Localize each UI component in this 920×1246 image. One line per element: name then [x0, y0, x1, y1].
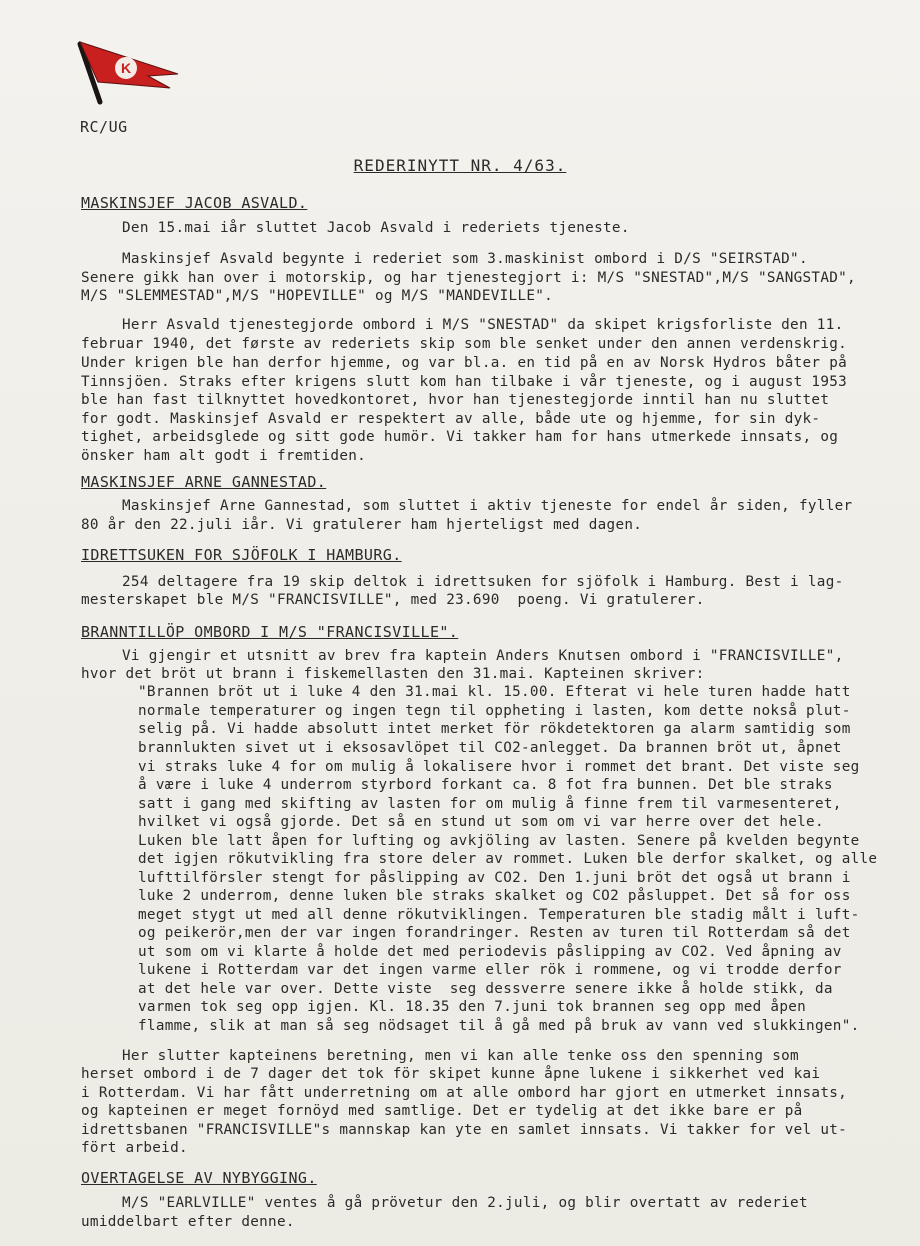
text-line: Vi gjengir et utsnitt av brev fra kaptein Anders Knutsen ombord i "FRANCISVILLE", — [122, 648, 844, 664]
text-line: Senere gikk han over i motorskip, og har tjenestegjort i: M/S "SNESTAD",M/S "SANGSTAD", — [81, 270, 856, 286]
text-line: Maskinsjef Asvald begynte i rederiet som 3.maskinist ombord i D/S "SEIRSTAD". — [122, 251, 808, 267]
quote-line: normale temperaturer og ingen tegn til oppheting i lasten, kom dette nokså plut- — [138, 703, 851, 719]
text-line: Tinnsjöen. Straks efter krigens slutt kom han tilbake i vår tjeneste, og i august 1953 — [81, 374, 848, 390]
text-line: i Rotterdam. Vi har fått underretning om at alle ombord har gjort en utmerket innsats, — [81, 1085, 848, 1101]
quote-line: det igjen rökutvikling fra store deler av rommet. Luken ble derfor skalket, og alle — [138, 851, 878, 867]
text-line: mesterskapet ble M/S "FRANCISVILLE", med 23.690 poeng. Vi gratulerer. — [81, 592, 705, 608]
text-line: Herr Asvald tjenestegjorde ombord i M/S "SNESTAD" da skipet krigsforliste den 11. — [122, 317, 844, 333]
text-line: Maskinsjef Arne Gannestad, som sluttet i aktiv tjeneste for endel år siden, fyller — [122, 498, 853, 514]
text-line: Her slutter kapteinens beretning, men vi kan alle tenke oss den spenning som — [122, 1048, 799, 1064]
quote-line: varmen tok seg opp igjen. Kl. 18.35 den 7.juni tok brannen seg opp med åpen — [138, 999, 807, 1015]
quote-line: hvilket vi også gjorde. Det så en stund ut som om vi var herre over det hele. — [138, 814, 824, 830]
text-line: og kapteinen er meget fornöyd med samtlige. Det er tydelig at det ikke bare er på — [81, 1103, 803, 1119]
quote-line: å være i luke 4 underrom styrbord forkant ca. 8 fot fra bunnen. Det ble straks — [138, 777, 833, 793]
quote-line: brannlukten sivet ut i eksosavlöpet til CO2-anlegget. Da brannen bröt ut, åpnet — [138, 740, 842, 756]
text-line: umiddelbart efter denne. — [81, 1214, 295, 1230]
quote-line: luke 2 underrom, denne luken ble straks skalket og CO2 påsluppet. Det så for oss — [138, 888, 851, 904]
quote-line: lufttilförsler stengt for påslipping av CO2. Den 1.juni bröt det også ut brann i — [138, 870, 851, 886]
section-heading-nybygging: OVERTAGELSE AV NYBYGGING. — [81, 1169, 317, 1187]
quote-line: ut som om vi klarte å holde det med periodevis påslipping av CO2. Ved åpning av — [138, 944, 842, 960]
text-line: tighet, arbeidsglede og sitt gode humör. Vi takker ham for hans utmerkede innsats, og — [81, 429, 839, 445]
quote-line: at det hele var over. Dette viste seg dessverre senere ikke å holde stikk, da — [138, 981, 833, 997]
quote-line: flamme, slik at man så seg nödsaget til å gå med på bruk av vann ved slukkingen". — [138, 1018, 860, 1034]
flag-letter: K — [120, 60, 132, 76]
text-line: februar 1940, det første av rederiets skip som ble senket under den annen verdenskrig. — [81, 336, 848, 352]
section-heading-idrettsuken: IDRETTSUKEN FOR SJÖFOLK I HAMBURG. — [81, 546, 402, 564]
text-line: fört arbeid. — [81, 1140, 188, 1156]
quote-line: og peikerör,men der var ingen forandringer. Resten av turen til Rotterdam så det — [138, 925, 851, 941]
text-line: herset ombord i de 7 dager det tok för skipet kunne åpne lukene i sikkerhet ved kai — [81, 1066, 821, 1082]
quote-line: Luken ble latt åpen for lufting og avkjöling av lasten. Senere på kvelden begynte — [138, 833, 860, 849]
text-line: for godt. Maskinsjef Asvald er respektert av alle, både ute og hjemme, for sin dyk- — [81, 411, 821, 427]
text-line: hvor det bröt ut brann i fiskemellasten den 31.mai. Kapteinen skriver: — [81, 666, 705, 682]
text-line: 80 år den 22.juli iår. Vi gratulerer ham hjerteligst med dagen. — [81, 517, 643, 533]
section-heading-asvald: MASKINSJEF JACOB ASVALD. — [81, 194, 308, 212]
quote-line: selig på. Vi hadde absolutt intet merket för rökdetektoren ga alarm samtidig som — [138, 721, 851, 737]
quote-line: "Brannen bröt ut i luke 4 den 31.mai kl. 15.00. Efterat vi hele turen hadde hatt — [138, 684, 851, 700]
section-heading-branntillop: BRANNTILLÖP OMBORD I M/S "FRANCISVILLE". — [81, 623, 459, 641]
text-line: Under krigen ble han derfor hjemme, og var bl.a. en tid på en av Norsk Hydros båter på — [81, 355, 848, 371]
text-line: 254 deltagere fra 19 skip deltok i idrettsuken for sjöfolk i Hamburg. Best i lag- — [122, 574, 844, 590]
section-heading-gannestad: MASKINSJEF ARNE GANNESTAD. — [81, 473, 327, 491]
newsletter-title: REDERINYTT NR. 4/63. — [353, 156, 567, 175]
quote-line: meget stygt ut med all denne rökutviklingen. Temperaturen ble stadig målt i luft- — [138, 907, 860, 923]
text-line: M/S "SLEMMESTAD",M/S "HOPEVILLE" og M/S "MANDEVILLE". — [81, 288, 554, 304]
shipping-flag-logo — [74, 36, 184, 106]
text-line: ble han fast tilknyttet hovedkontoret, hvor han tjenestegjorde inntil han nu sluttet — [81, 392, 830, 408]
quote-line: vi straks luke 4 for om mulig å lokalisere hvor i rommet det brant. Det viste seg — [138, 759, 860, 775]
reference-code: RC/UG — [80, 118, 128, 136]
text-line: M/S "EARLVILLE" ventes å gå prövetur den 2.juli, og blir overtatt av rederiet — [122, 1195, 808, 1211]
text-line: önsker ham alt godt i fremtiden. — [81, 448, 367, 464]
text-line: Den 15.mai iår sluttet Jacob Asvald i rederiets tjeneste. — [122, 220, 630, 236]
text-line: idrettsbanen "FRANCISVILLE"s mannskap kan yte en samlet innsats. Vi takker for vel ut- — [81, 1122, 848, 1138]
quote-line: lukene i Rotterdam var det ingen varme eller rök i rommene, og vi trodde derfor — [138, 962, 842, 978]
quote-line: satt i gang med skifting av lasten for om mulig å finne frem til varmesenteret, — [138, 796, 842, 812]
